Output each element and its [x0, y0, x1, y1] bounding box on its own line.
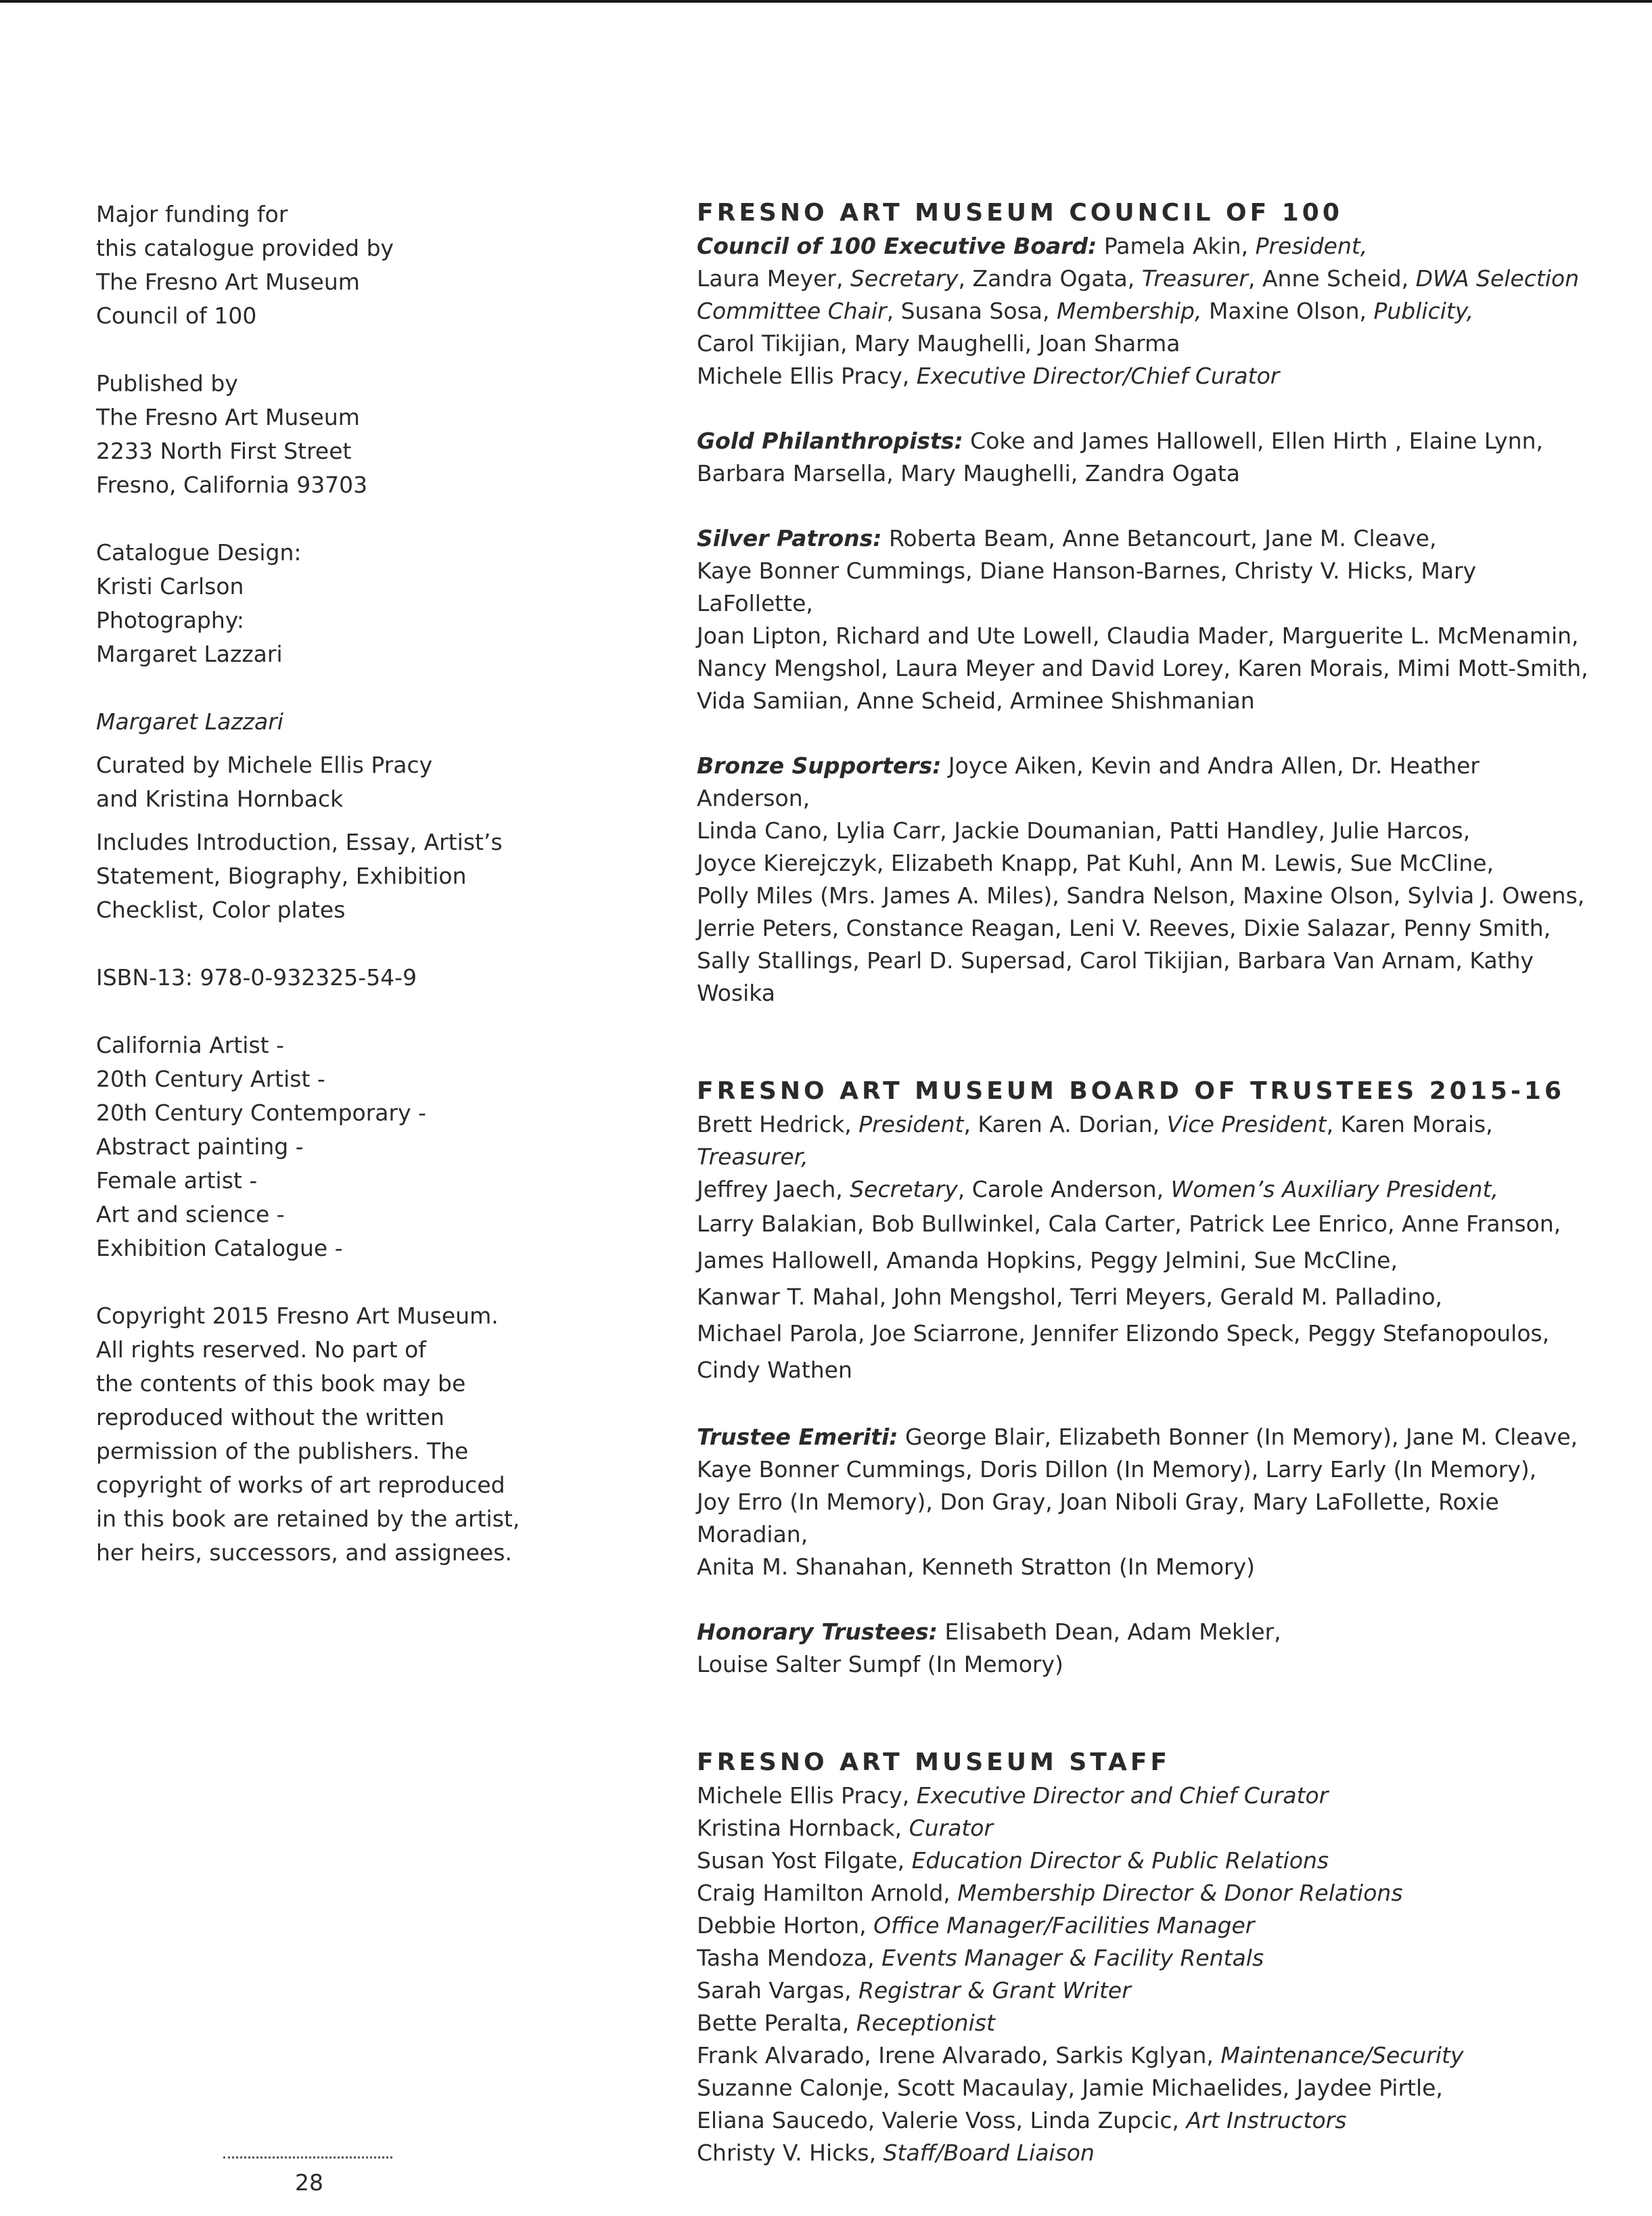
exec-text: Michele Ellis Pracy,	[697, 363, 917, 389]
staff-row	[697, 2072, 1597, 2104]
copyright-line: copyright of works of art reproduced	[96, 1472, 505, 1498]
officer-text: Brett Hedrick,	[697, 1111, 859, 1137]
curated-line: Curated by Michele Ellis Pracy	[96, 752, 433, 778]
staff-name: Susan Yost Filgate,	[697, 1847, 912, 1874]
board-heading: FRESNO ART MUSEUM BOARD OF TRUSTEES 2015-16	[697, 1077, 1565, 1105]
exec-board-line	[697, 360, 1597, 392]
staff-role: Executive Director and Chief Curator	[916, 1782, 1329, 1809]
copyright-line: permission of the publishers. The	[96, 1438, 469, 1464]
colophon-column	[96, 198, 556, 1570]
publisher-line: Fresno, California 93703	[96, 472, 368, 498]
staff-role: Events Manager & Facility Rentals	[881, 1945, 1264, 1971]
silver-line: Joan Lipton, Richard and Ute Lowell, Claudia Mader, Marguerite L. McMenamin,	[697, 623, 1579, 649]
staff-role: Maintenance/Security	[1220, 2042, 1464, 2068]
exec-role: Publicity,	[1373, 298, 1474, 324]
exec-text: Pamela Akin,	[1097, 233, 1256, 259]
emeriti-label: Trustee Emeriti:	[697, 1424, 898, 1450]
top-rule	[0, 0, 1652, 3]
subject-line: 20th Century Artist -	[96, 1066, 325, 1092]
gold-label: Gold Philanthropists:	[697, 428, 963, 454]
exec-role: Executive Director/Chief Curator	[916, 363, 1280, 389]
staff-role: Office Manager/Facilities Manager	[873, 1912, 1255, 1939]
trustee-line: Michael Parola, Joe Sciarrone, Jennifer Elizondo Speck, Peggy Stefanopoulos,	[697, 1320, 1550, 1347]
staff-name: Sarah Vargas,	[697, 1977, 858, 2004]
includes-block	[96, 826, 556, 927]
copyright-line: the contents of this book may be	[96, 1370, 466, 1397]
honorary-line	[697, 1616, 1597, 1648]
officer-role: Women’s Auxiliary President,	[1170, 1176, 1499, 1202]
subject-line: Art and science -	[96, 1201, 285, 1227]
gold-line	[697, 425, 1597, 457]
officer-text: , Karen A. Dorian,	[963, 1111, 1167, 1137]
emeriti-line: Anita M. Shanahan, Kenneth Stratton (In Memory)	[697, 1554, 1256, 1580]
subjects-block	[96, 1028, 556, 1265]
staff-name: Frank Alvarado, Irene Alvarado, Sarkis Kglyan,	[697, 2042, 1221, 2068]
staff-name: Suzanne Calonje, Scott Macaulay, Jamie Michaelides, Jaydee Pirtle,	[697, 2075, 1443, 2101]
staff-role: Membership Director & Donor Relations	[957, 1880, 1403, 1906]
gold-line: Barbara Marsella, Mary Maughelli, Zandra Ogata	[697, 460, 1240, 487]
exec-text: , Susana Sosa,	[886, 298, 1057, 324]
staff-name: Tasha Mendoza,	[697, 1945, 882, 1971]
emeriti-line	[697, 1421, 1597, 1453]
credits-column	[697, 196, 1597, 2169]
officer-role: Secretary	[850, 1176, 958, 1202]
includes-line: Statement, Biography, Exhibition	[96, 863, 467, 889]
includes-line: Checklist, Color plates	[96, 897, 346, 923]
honorary-line: Louise Salter Sumpf (In Memory)	[697, 1651, 1063, 1677]
exec-text: Maxine Olson,	[1201, 298, 1374, 324]
trustees-list	[697, 1206, 1597, 1388]
officer-role: President	[858, 1111, 964, 1137]
exec-role: President,	[1255, 233, 1368, 259]
staff-name: Michele Ellis Pracy,	[697, 1782, 917, 1809]
exec-role: Secretary	[850, 265, 959, 292]
exec-role: Treasurer	[1141, 265, 1248, 292]
officer-text: Jeffrey Jaech,	[697, 1176, 850, 1202]
bronze-line	[697, 750, 1597, 815]
staff-row	[697, 1845, 1597, 1877]
trustee-line: Larry Balakian, Bob Bullwinkel, Cala Carter, Patrick Lee Enrico, Anne Franson,	[697, 1211, 1561, 1237]
photo-label: Photography:	[96, 607, 244, 633]
staff-name: Craig Hamilton Arnold,	[697, 1880, 958, 1906]
emeriti-names: George Blair, Elizabeth Bonner (In Memory), Jane M. Cleave,	[898, 1424, 1578, 1450]
bronze-line: Linda Cano, Lylia Carr, Jackie Doumanian, Patti Handley, Julie Harcos,	[697, 817, 1471, 844]
silver-line: Vida Samiian, Anne Scheid, Arminee Shishmanian	[697, 687, 1255, 714]
funding-line: The Fresno Art Museum	[96, 269, 360, 295]
curated-block	[96, 748, 556, 816]
staff-role: Staff/Board Liaison	[883, 2140, 1095, 2166]
officer-text: , Karen Morais,	[1326, 1111, 1493, 1137]
staff-role: Education Director & Public Relations	[911, 1847, 1329, 1874]
staff-row	[697, 1780, 1597, 1812]
design-label: Catalogue Design:	[96, 539, 302, 566]
staff-role: Art Instructors	[1186, 2107, 1347, 2133]
staff-name: Kristina Hornback,	[697, 1815, 909, 1841]
silver-line: Nancy Mengshol, Laura Meyer and David Lorey, Karen Morais, Mimi Mott-Smith,	[697, 655, 1588, 681]
council-section	[697, 196, 1597, 1010]
staff-name: Eliana Saucedo, Valerie Voss, Linda Zupcic,	[697, 2107, 1187, 2133]
publisher-line: 2233 North First Street	[96, 438, 352, 464]
trustee-line: Kanwar T. Mahal, John Mengshol, Terri Meyers, Gerald M. Palladino,	[697, 1284, 1443, 1310]
subject-line: 20th Century Contemporary -	[96, 1100, 426, 1126]
staff-row	[697, 2039, 1597, 2072]
catalogue-title: Margaret Lazzari	[96, 708, 283, 735]
trustee-line: Cindy Wathen	[697, 1357, 852, 1383]
emeriti-line: Joy Erro (In Memory), Don Gray, Joan Niboli Gray, Mary LaFollette, Roxie Moradian,	[697, 1489, 1499, 1547]
includes-line: Includes Introduction, Essay, Artist’s	[96, 829, 503, 855]
credits-block	[96, 536, 556, 671]
staff-name: Christy V. Hicks,	[697, 2140, 884, 2166]
bronze-line: Polly Miles (Mrs. James A. Miles), Sandra Nelson, Maxine Olson, Sylvia J. Owens,	[697, 882, 1585, 909]
copyright-line: All rights reserved. No part of	[96, 1336, 426, 1363]
staff-row	[697, 1942, 1597, 1974]
staff-role: Curator	[909, 1815, 994, 1841]
funding-block	[96, 198, 556, 333]
officer-role: Vice President	[1166, 1111, 1327, 1137]
photo-name: Margaret Lazzari	[96, 641, 283, 667]
silver-label: Silver Patrons:	[697, 525, 882, 551]
emeriti-line: Kaye Bonner Cummings, Doris Dillon (In Memory), Larry Early (In Memory),	[697, 1456, 1537, 1483]
exec-text: Laura Meyer,	[697, 265, 850, 292]
copyright-line: her heirs, successors, and assignees.	[96, 1539, 512, 1566]
exec-board-line: Carol Tikijian, Mary Maughelli, Joan Sharma	[697, 330, 1180, 357]
staff-row	[697, 1812, 1597, 1845]
bronze-line: Joyce Kierejczyk, Elizabeth Knapp, Pat Kuhl, Ann M. Lewis, Sue McCline,	[697, 850, 1494, 876]
staff-row	[697, 2137, 1597, 2169]
funding-line: Major funding for	[96, 201, 288, 227]
page-number: 28	[295, 2169, 323, 2196]
council-heading: FRESNO ART MUSEUM COUNCIL OF 100	[697, 199, 1343, 227]
exec-board-line	[697, 263, 1597, 295]
exec-text: , Anne Scheid,	[1247, 265, 1416, 292]
exec-board-line	[697, 295, 1597, 327]
staff-name: Debbie Horton,	[697, 1912, 874, 1939]
trustee-line: James Hallowell, Amanda Hopkins, Peggy Jelmini, Sue McCline,	[697, 1247, 1398, 1273]
staff-role: Registrar & Grant Writer	[858, 1977, 1131, 2004]
page-number-rule	[223, 2156, 392, 2158]
gold-names: Coke and James Hallowell, Ellen Hirth , Elaine Lynn,	[963, 428, 1544, 454]
subject-line: Abstract painting -	[96, 1133, 304, 1160]
board-officers-line	[697, 1108, 1597, 1173]
board-section	[697, 1075, 1597, 1681]
exec-text: , Zandra Ogata,	[958, 265, 1142, 292]
copyright-line: reproduced without the written	[96, 1404, 444, 1430]
copyright-line: Copyright 2015 Fresno Art Museum.	[96, 1303, 499, 1329]
staff-row	[697, 2007, 1597, 2039]
subject-line: Exhibition Catalogue -	[96, 1235, 343, 1261]
subject-line: California Artist -	[96, 1032, 284, 1058]
bronze-label: Bronze Supporters:	[697, 752, 942, 779]
silver-line: Kaye Bonner Cummings, Diane Hanson-Barnes, Christy V. Hicks, Mary LaFollette,	[697, 558, 1477, 616]
honorary-label: Honorary Trustees:	[697, 1619, 938, 1645]
staff-heading: FRESNO ART MUSEUM STAFF	[697, 1748, 1171, 1776]
publisher-line: The Fresno Art Museum	[96, 404, 360, 430]
copyright-line: in this book are retained by the artist,	[96, 1506, 520, 1532]
publisher-line: Published by	[96, 370, 238, 397]
exec-role: Committee Chair	[697, 298, 887, 324]
staff-row	[697, 1909, 1597, 1942]
isbn: ISBN-13: 978-0-932325-54-9	[96, 964, 417, 991]
subject-line: Female artist -	[96, 1167, 258, 1194]
staff-row	[697, 1877, 1597, 1909]
staff-name: Bette Peralta,	[697, 2010, 856, 2036]
copyright-block	[96, 1299, 556, 1570]
publisher-block	[96, 367, 556, 502]
staff-row	[697, 2104, 1597, 2137]
bronze-line: Jerrie Peters, Constance Reagan, Leni V. Reeves, Dixie Salazar, Penny Smith,	[697, 915, 1551, 941]
curated-line: and Kristina Hornback	[96, 786, 344, 812]
officer-role: Treasurer,	[697, 1144, 808, 1170]
bronze-line: Sally Stallings, Pearl D. Supersad, Carol Tikijian, Barbara Van Arnam, Kathy Wosika	[697, 947, 1534, 1006]
exec-board-line	[697, 230, 1597, 263]
board-officers-line	[697, 1173, 1597, 1206]
silver-names: Roberta Beam, Anne Betancourt, Jane M. Cleave,	[881, 525, 1437, 551]
exec-role: DWA Selection	[1415, 265, 1580, 292]
staff-row	[697, 1974, 1597, 2007]
funding-line: this catalogue provided by	[96, 235, 394, 261]
silver-line	[697, 522, 1597, 555]
exec-role: Membership,	[1057, 298, 1202, 324]
staff-section	[697, 1746, 1597, 2169]
funding-line: Council of 100	[96, 302, 257, 329]
staff-role: Receptionist	[856, 2010, 995, 2036]
design-name: Kristi Carlson	[96, 573, 244, 600]
exec-board-label: Council of 100 Executive Board:	[697, 233, 1097, 259]
honorary-names: Elisabeth Dean, Adam Mekler,	[937, 1619, 1281, 1645]
officer-text: , Carole Anderson,	[957, 1176, 1171, 1202]
bronze-names: Joyce Aiken, Kevin and Andra Allen, Dr. Heather Anderson,	[697, 752, 1479, 811]
